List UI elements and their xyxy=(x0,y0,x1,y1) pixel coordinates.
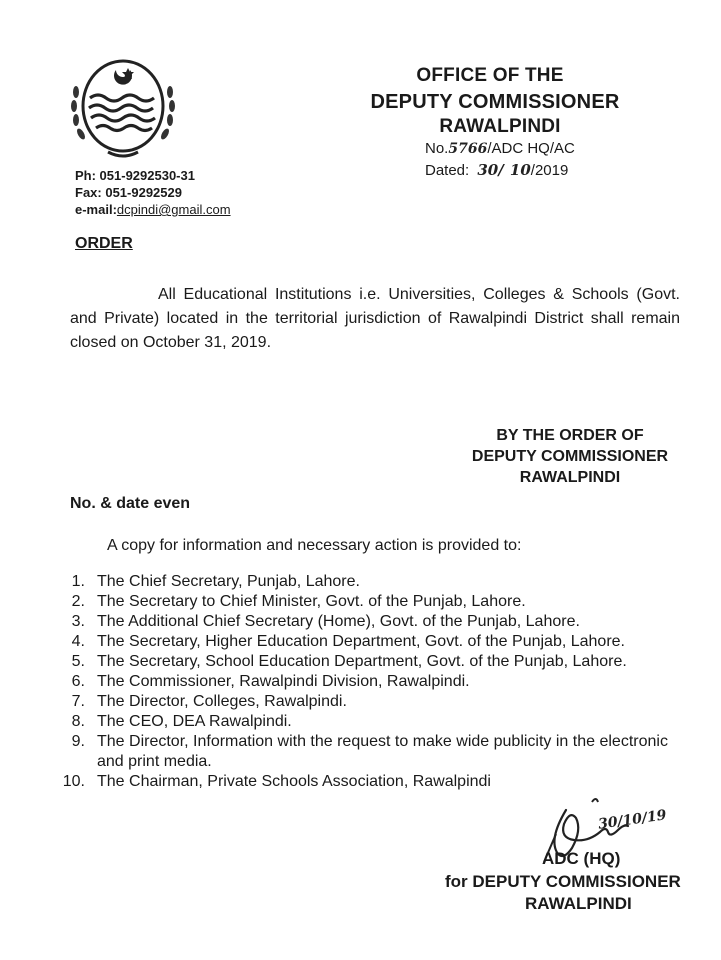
signature-date: 30/10/19 xyxy=(597,807,668,833)
distribution-item-number: 8. xyxy=(71,713,85,730)
office-line-2: DEPUTY COMMISSIONER xyxy=(370,91,620,113)
distribution-item xyxy=(57,692,687,712)
dated-year: /2019 xyxy=(530,162,569,179)
dated-month: 10 xyxy=(509,161,531,179)
authority-line-3: RAWALPINDI xyxy=(519,469,621,486)
order-text: All Educational Institutions i.e. Universities, Colleges & Schools (Govt. and Private) located in the territorial jurisdiction of Rawalpindi District shall remain closed on October 31, 2019. xyxy=(70,286,680,351)
ref-number-handwritten: 5766 xyxy=(448,141,488,157)
distribution-list xyxy=(57,572,687,792)
contact-block xyxy=(75,167,231,218)
distribution-item-number: 9. xyxy=(71,733,85,750)
signatory-title: ADC (HQ) xyxy=(542,849,621,868)
reference-number xyxy=(425,139,575,159)
distribution-item-text: The Director, Information with the request to make wide publicity in the electronic and print media. xyxy=(97,733,668,770)
distribution-item xyxy=(57,612,687,632)
authority-line-2: DEPUTY COMMISSIONER xyxy=(471,448,669,465)
order-heading: ORDER xyxy=(75,235,133,252)
distribution-item-text: The Director, Colleges, Rawalpindi. xyxy=(97,693,347,710)
distribution-item-text: The CEO, DEA Rawalpindi. xyxy=(97,713,292,730)
office-line-1: OFFICE OF THE xyxy=(416,65,564,86)
distribution-item-number: 4. xyxy=(71,633,85,650)
distribution-item xyxy=(57,572,687,592)
email-label: e-mail: xyxy=(75,202,117,217)
distribution-item xyxy=(57,652,687,672)
distribution-item-number: 5. xyxy=(71,653,85,670)
distribution-item-text: The Secretary to Chief Minister, Govt. of the Punjab, Lahore. xyxy=(97,593,526,610)
copy-reference: No. & date even xyxy=(70,495,191,512)
distribution-item xyxy=(57,632,687,652)
distribution-item-text: The Secretary, School Education Department, Govt. of the Punjab, Lahore. xyxy=(97,653,627,670)
punjab-government-logo xyxy=(68,52,178,160)
distribution-item-text: The Chairman, Private Schools Association, Rawalpindi xyxy=(97,773,491,790)
signatory-line-3: RAWALPINDI xyxy=(525,894,632,913)
distribution-item-text: The Chief Secretary, Punjab, Lahore. xyxy=(97,573,360,590)
dated-day: 30/ xyxy=(477,161,504,179)
dated-label: Dated: xyxy=(425,162,470,179)
dated-line xyxy=(425,160,568,181)
email-line xyxy=(75,201,231,218)
ref-suffix: /ADC HQ/AC xyxy=(487,140,575,157)
distribution-item xyxy=(57,592,687,612)
authority-line-1: BY THE ORDER OF xyxy=(496,427,644,444)
distribution-item-number: 6. xyxy=(71,673,85,690)
distribution-item-number: 7. xyxy=(71,693,85,710)
distribution-item-text: The Commissioner, Rawalpindi Division, Rawalpindi. xyxy=(97,673,470,690)
phone-line: Ph: 051-9292530-31 xyxy=(75,168,195,183)
distribution-item xyxy=(57,672,687,692)
distribution-item xyxy=(57,732,687,772)
distribution-item xyxy=(57,712,687,732)
distribution-item-number: 2. xyxy=(71,593,85,610)
distribution-item-text: The Secretary, Higher Education Department, Govt. of the Punjab, Lahore. xyxy=(97,633,625,650)
distribution-item-number: 1. xyxy=(71,573,85,590)
copy-intro: A copy for information and necessary action is provided to: xyxy=(107,537,522,554)
ref-prefix: No. xyxy=(425,140,449,157)
authority-block xyxy=(455,425,685,488)
signatory-line-2: for DEPUTY COMMISSIONER xyxy=(445,872,681,891)
distribution-item-number: 10. xyxy=(62,773,85,790)
email-link[interactable]: dcpindi@gmail.com xyxy=(116,202,231,217)
distribution-item-text: The Additional Chief Secretary (Home), Govt. of the Punjab, Lahore. xyxy=(97,613,580,630)
fax-line: Fax: 051-9292529 xyxy=(75,185,182,200)
distribution-item-number: 3. xyxy=(71,613,85,630)
office-line-3: RAWALPINDI xyxy=(439,116,561,137)
